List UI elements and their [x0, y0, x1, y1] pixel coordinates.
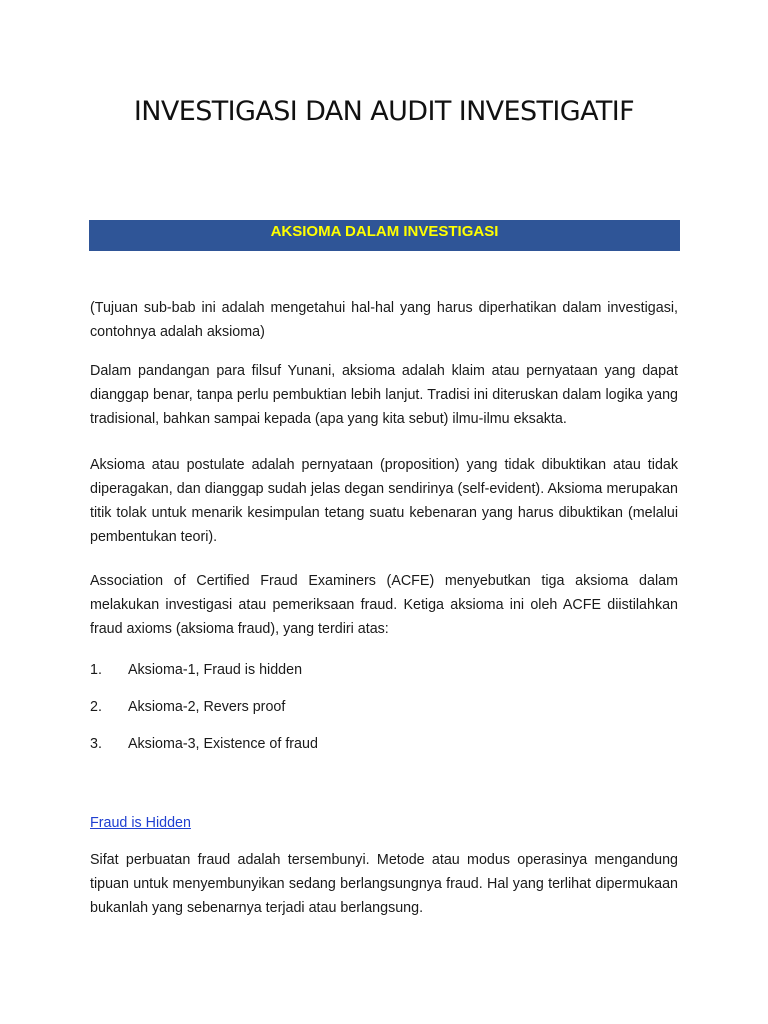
paragraph-greek-philosophers: Dalam pandangan para filsuf Yunani, aksioma adalah klaim atau pernyataan yang dapat dianggap benar, tanpa perlu pembuktian lebih lanjut. Tradisi ini diteruskan dalam logika yang tradisional, bahkan sampai kepada (apa yang kita sebut) ilmu-ilmu eksakta.	[90, 363, 678, 427]
paragraph-fraud-hidden: Sifat perbuatan fraud adalah tersembunyi. Metode atau modus operasinya mengandung tipuan untuk menyembunyikan sedang berlangsungnya fraud. Hal yang terlihat dipermukaan bukanlah yang sebenarnya terjadi atau berlangsung.	[90, 852, 678, 916]
section-heading-banner	[89, 220, 680, 251]
paragraph-postulate: Aksioma atau postulate adalah pernyataan (proposition) yang tidak dibuktikan atau tidak diperagakan, dan dianggap sudah jelas degan sendirinya (self-evident). Aksioma merupakan titik tolak untuk menarik kesimpulan tetang suatu kebenaran yang harus dibuktikan (melalui pembentukan teori).	[90, 457, 678, 545]
list-item	[90, 658, 302, 682]
list-item-text: Aksioma-1, Fraud is hidden	[128, 662, 303, 678]
list-item	[90, 695, 285, 719]
paragraph-purpose: (Tujuan sub-bab ini adalah mengetahui hal-hal yang harus diperhatikan dalam investigasi, contohnya adalah aksioma)	[90, 300, 678, 340]
fraud-is-hidden-link[interactable]: Fraud is Hidden	[90, 815, 191, 831]
list-item-number: 3.	[90, 736, 102, 752]
list-item-number: 1.	[90, 662, 102, 678]
list-item-text: Aksioma-2, Revers proof	[128, 699, 286, 715]
document-title: INVESTIGASI DAN AUDIT INVESTIGATIF	[133, 96, 635, 127]
paragraph-acfe: Association of Certified Fraud Examiners (ACFE) menyebutkan tiga aksioma dalam melakukan investigasi atau pemeriksaan fraud. Ketiga aksioma ini oleh ACFE diistilahkan fraud axioms (aksioma fraud), yang terdiri atas:	[90, 573, 678, 637]
list-item-text: Aksioma-3, Existence of fraud	[128, 736, 318, 752]
list-item	[90, 732, 318, 756]
list-item-number: 2.	[90, 699, 102, 715]
section-heading: AKSIOMA DALAM INVESTIGASI	[270, 223, 499, 240]
